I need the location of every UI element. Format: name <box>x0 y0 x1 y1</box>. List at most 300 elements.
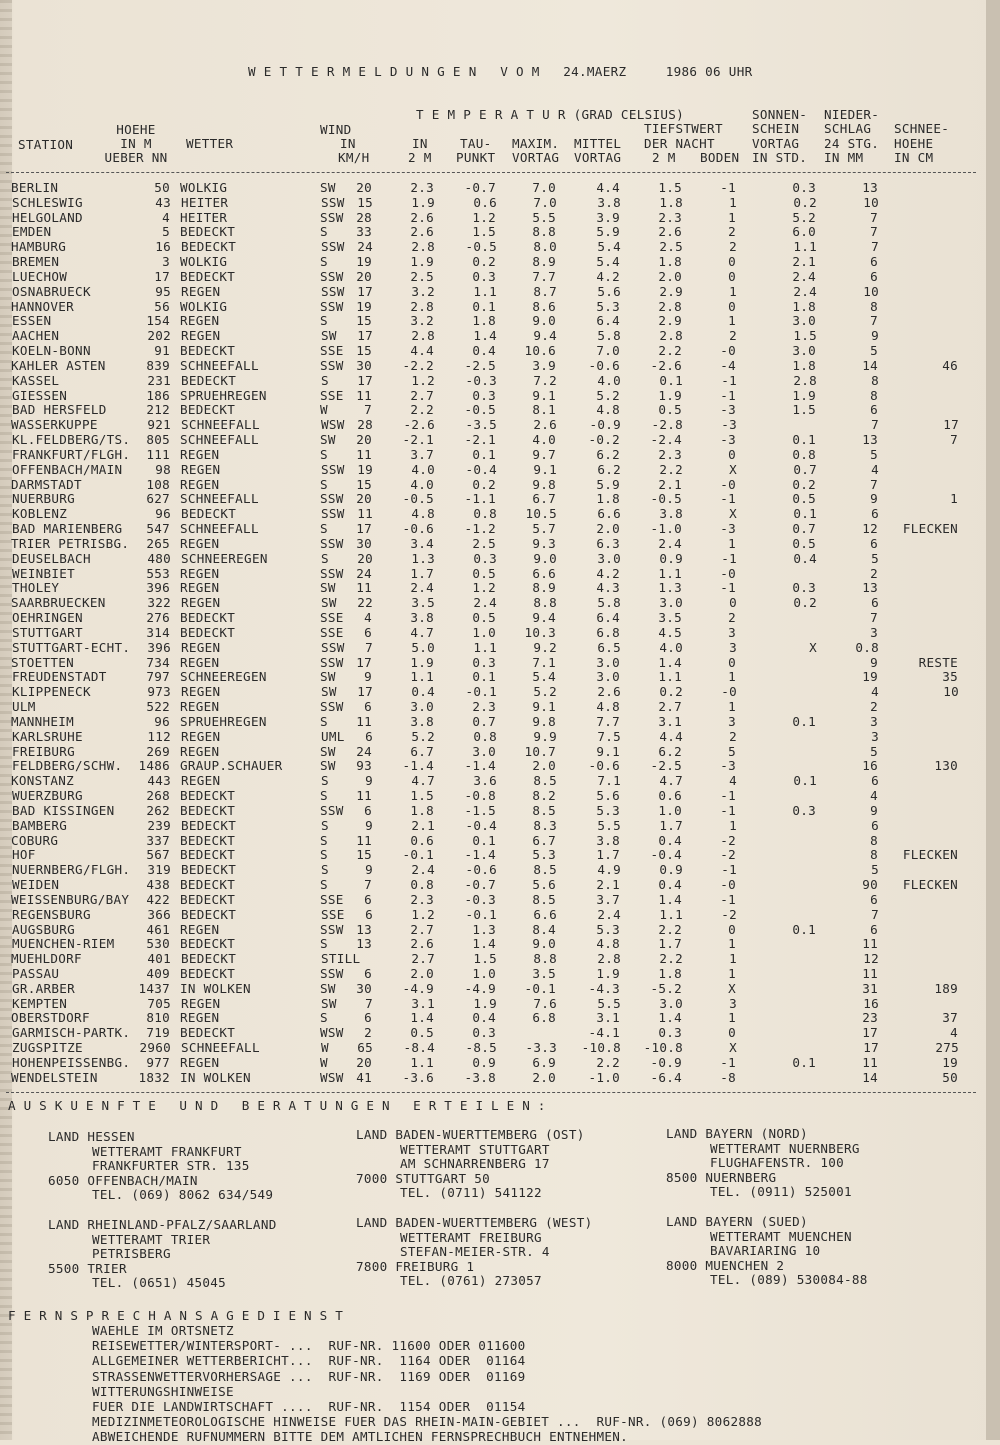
station-taupunkt: 0.5 <box>472 610 496 626</box>
station-wind-dir: SSE <box>320 624 344 640</box>
station-wind-speed: 20 <box>356 491 372 507</box>
station-taupunkt: 0.3 <box>473 550 497 566</box>
station-hoehe: 56 <box>154 298 170 314</box>
station-temp-2m: 3.8 <box>410 610 434 626</box>
station-mittel: 3.1 <box>596 1010 620 1026</box>
station-wind-speed: 7 <box>364 402 372 418</box>
station-name: DEUSELBACH <box>12 550 91 566</box>
station-taupunkt: 2.5 <box>472 535 496 551</box>
phone-service-line: WAEHLE IM ORTSNETZ <box>92 1323 234 1338</box>
address-line: WETTERAMT FREIBURG <box>400 1229 542 1245</box>
station-niederschlag: 17 <box>863 1040 879 1056</box>
station-hoehe: 322 <box>147 595 171 611</box>
station-tiefst-boden: 3 <box>728 713 736 729</box>
address-line: LAND RHEINLAND-PFALZ/SAARLAND <box>48 1217 277 1232</box>
station-temp-2m: 3.7 <box>410 446 434 462</box>
station-max: 8.3 <box>533 817 557 833</box>
station-temp-2m: 1.1 <box>410 1054 434 1070</box>
station-tiefst-2m: -0.5 <box>650 491 682 507</box>
station-wind-dir: S <box>320 446 328 462</box>
station-mittel: 5.6 <box>596 788 620 804</box>
station-wind-speed: 20 <box>357 550 373 566</box>
station-taupunkt: 0.1 <box>472 298 496 314</box>
station-name: HANNOVER <box>11 298 75 314</box>
station-wind-dir: SW <box>321 684 337 700</box>
station-taupunkt: 0.1 <box>472 669 496 685</box>
station-taupunkt: -0.4 <box>465 461 497 477</box>
address-line: TEL. (0711) 541122 <box>400 1185 542 1201</box>
station-hoehe: 396 <box>146 580 170 596</box>
station-tiefst-boden: 1 <box>728 313 736 329</box>
station-tiefst-2m: 2.6 <box>658 224 682 240</box>
station-wind-dir: SW <box>320 180 336 195</box>
station-wind-speed: 11 <box>357 506 373 522</box>
station-max: 9.2 <box>533 639 557 655</box>
station-wetter: SCHNEEFALL <box>180 432 259 448</box>
station-max: 6.6 <box>533 906 557 922</box>
header-schnee-1: SCHNEE- <box>894 121 950 136</box>
station-wetter: BEDECKT <box>180 877 236 892</box>
station-tiefst-2m: 1.1 <box>658 669 682 685</box>
station-name: ESSEN <box>12 313 52 329</box>
station-niederschlag: 7 <box>870 610 878 626</box>
header-nieder-1: NIEDER- <box>824 107 880 122</box>
station-wind-speed: 6 <box>364 1010 372 1026</box>
station-taupunkt: 3.0 <box>472 743 496 759</box>
station-max: 9.1 <box>532 699 556 715</box>
station-mittel: 4.8 <box>596 699 620 715</box>
station-wind-dir: S <box>320 713 328 729</box>
station-taupunkt: 1.4 <box>473 328 497 344</box>
station-wetter: REGEN <box>180 1054 220 1070</box>
station-tiefst-2m: 2.7 <box>658 699 682 715</box>
station-tiefst-2m: 2.9 <box>658 313 682 329</box>
station-temp-2m: 2.6 <box>410 209 434 225</box>
station-sonne: 5.2 <box>792 209 816 225</box>
station-wind-dir: S <box>320 788 328 804</box>
station-temp-2m: -2.1 <box>402 432 434 448</box>
station-max: 8.1 <box>532 402 556 418</box>
address-line: WETTERAMT FRANKFURT <box>92 1143 242 1159</box>
station-taupunkt: -1.4 <box>464 758 496 774</box>
station-wetter: HEITER <box>181 194 229 210</box>
station-mittel: 3.0 <box>596 669 620 685</box>
station-name: KOBLENZ <box>12 506 68 522</box>
station-niederschlag: 12 <box>863 951 879 967</box>
station-wind-dir: S <box>320 476 328 492</box>
station-wind-dir: S <box>321 550 329 566</box>
station-taupunkt: -0.3 <box>465 372 497 388</box>
station-tiefst-boden: -0 <box>720 476 736 492</box>
station-max: 9.8 <box>532 713 556 729</box>
station-wind-speed: 6 <box>364 699 372 715</box>
station-sonne: 0.7 <box>792 521 816 537</box>
station-mittel: 4.3 <box>596 580 620 596</box>
station-max: 5.5 <box>532 209 556 225</box>
station-tiefst-2m: 4.4 <box>659 728 683 744</box>
station-tiefst-2m: -2.6 <box>650 357 682 373</box>
station-hoehe: 108 <box>146 476 170 492</box>
station-tiefst-boden: -0 <box>720 877 736 892</box>
station-wind-dir: SW <box>320 743 336 759</box>
station-temp-2m: 3.2 <box>410 313 434 329</box>
station-sonne: 0.1 <box>792 432 816 448</box>
station-wind-speed: 15 <box>356 313 372 329</box>
station-niederschlag: 19 <box>862 669 878 685</box>
station-niederschlag: 17 <box>862 1025 878 1041</box>
station-max: 5.3 <box>532 847 556 863</box>
station-tiefst-2m: 2.1 <box>658 476 682 492</box>
station-niederschlag: 6 <box>870 268 878 284</box>
station-tiefst-boden: 1 <box>728 965 736 981</box>
station-max: 8.0 <box>533 239 557 255</box>
station-temp-2m: 2.3 <box>410 180 434 195</box>
station-niederschlag: 16 <box>862 758 878 774</box>
station-name: KOELN-BONN <box>12 343 91 359</box>
station-temp-2m: 1.7 <box>410 565 434 581</box>
station-name: GARMISCH-PARTK. <box>12 1025 131 1041</box>
address-line: 8000 MUENCHEN 2 <box>666 1257 785 1273</box>
address-line: WETTERAMT STUTTGART <box>400 1141 550 1157</box>
station-hoehe: 553 <box>146 565 170 581</box>
station-niederschlag: 9 <box>870 654 878 670</box>
station-hoehe: 16 <box>155 239 171 255</box>
station-wetter: BEDECKT <box>180 402 236 418</box>
station-taupunkt: 1.0 <box>472 965 496 981</box>
auskuenfte-heading: AUSKUENFTE UND BERATUNGEN ERTEILEN: <box>8 1098 554 1113</box>
phone-service-line: FUER DIE LANDWIRTSCHAFT .... RUF-NR. 1154 ODER 01154 <box>92 1399 526 1414</box>
station-niederschlag: 5 <box>871 550 879 566</box>
station-name: HELGOLAND <box>12 209 83 225</box>
station-wetter: BEDECKT <box>180 1025 236 1041</box>
station-mittel: 4.2 <box>596 565 620 581</box>
station-niederschlag: 6 <box>871 817 879 833</box>
address-line: AM SCHNARRENBERG 17 <box>400 1156 550 1172</box>
station-wind-dir: SSW <box>321 194 345 210</box>
station-wind-dir: S <box>320 521 328 537</box>
station-tiefst-boden: -1 <box>720 788 736 804</box>
station-taupunkt: 0.7 <box>472 713 496 729</box>
station-name: MUEHLDORF <box>11 951 82 967</box>
station-wetter: REGEN <box>180 535 220 551</box>
station-niederschlag: 6 <box>870 535 878 551</box>
station-wind-dir: S <box>320 313 328 329</box>
station-temp-2m: 2.6 <box>410 936 434 952</box>
station-taupunkt: -0.7 <box>464 877 496 892</box>
station-mittel: 6.6 <box>597 506 621 522</box>
station-hoehe: 2960 <box>139 1040 171 1056</box>
station-mittel: 1.7 <box>596 847 620 863</box>
page-edge <box>986 0 1000 1440</box>
station-taupunkt: 0.4 <box>472 343 496 359</box>
station-tiefst-boden: -2 <box>720 847 736 863</box>
station-wind-speed: 9 <box>365 817 373 833</box>
station-niederschlag: 9 <box>870 802 878 818</box>
station-wind-speed: 17 <box>357 283 373 299</box>
station-niederschlag: 2 <box>870 699 878 715</box>
station-sonne: 0.7 <box>793 461 817 477</box>
station-wetter: REGEN <box>181 995 221 1011</box>
station-wind-dir: SSW <box>320 535 344 551</box>
station-mittel: 3.8 <box>596 832 620 848</box>
header-hoehe-3: UEBER NN <box>104 150 168 165</box>
station-wetter: BEDECKT <box>180 343 236 359</box>
station-wind-speed: 9 <box>365 862 373 878</box>
station-max: 9.1 <box>533 461 557 477</box>
station-tiefst-boden: -1 <box>720 580 736 596</box>
station-wind-dir: SSW <box>320 491 344 507</box>
station-wind-speed: 24 <box>357 239 373 255</box>
station-tiefst-boden: 1 <box>729 194 737 210</box>
station-tiefst-2m: 2.8 <box>659 328 683 344</box>
station-niederschlag: 7 <box>870 209 878 225</box>
address-line: WETTERAMT MUENCHEN <box>710 1228 852 1244</box>
station-tiefst-boden: -8 <box>720 1069 736 1085</box>
station-mittel: 1.9 <box>596 965 620 981</box>
station-mittel: 3.7 <box>596 891 620 907</box>
station-tiefst-2m: 2.4 <box>658 535 682 551</box>
station-max: 9.4 <box>533 328 557 344</box>
station-mittel: 4.9 <box>597 862 621 878</box>
station-hoehe: 3 <box>162 254 170 270</box>
address-line: LAND BAYERN (SUED) <box>666 1214 808 1229</box>
station-wind-dir: SW <box>320 669 336 685</box>
station-temp-2m: 3.8 <box>410 713 434 729</box>
address-line: PETRISBERG <box>92 1246 171 1262</box>
station-hoehe: 96 <box>155 506 171 522</box>
station-tiefst-boden: -1 <box>721 550 737 566</box>
station-hoehe: 422 <box>146 891 170 907</box>
station-sonne: 0.3 <box>792 580 816 596</box>
station-tiefst-2m: -2.8 <box>651 417 683 433</box>
station-max: 7.7 <box>532 268 556 284</box>
station-schnee: FLECKEN <box>902 521 958 537</box>
station-wetter: BEDECKT <box>180 788 236 804</box>
station-tiefst-boden: 0 <box>728 298 736 314</box>
station-wind-dir: UML <box>321 728 345 744</box>
station-name: STUTTGART-ECHT. <box>12 639 131 655</box>
station-wind-dir: SSW <box>320 298 344 314</box>
station-name: GIESSEN <box>12 387 68 403</box>
station-niederschlag: 6 <box>870 921 878 937</box>
station-name: MUENCHEN-RIEM <box>12 936 115 952</box>
station-max: -0.1 <box>524 980 556 996</box>
station-wind-dir: S <box>321 773 329 789</box>
station-taupunkt: 0.2 <box>472 254 496 270</box>
station-name: BAD MARIENBERG <box>12 521 123 537</box>
station-temp-2m: 4.4 <box>410 343 434 359</box>
station-tiefst-boden: 0 <box>728 268 736 284</box>
station-temp-2m: 2.7 <box>410 921 434 937</box>
station-temp-2m: 3.1 <box>411 995 435 1011</box>
station-taupunkt: -3.5 <box>465 417 497 433</box>
station-sonne: 2.1 <box>792 254 816 270</box>
station-wetter: BEDECKT <box>180 802 236 818</box>
address-line: TEL. (0651) 45045 <box>92 1275 226 1291</box>
header-station: STATION <box>18 137 74 152</box>
station-taupunkt: 0.5 <box>472 565 496 581</box>
station-tiefst-2m: 1.3 <box>658 580 682 596</box>
header-schnee-2: HOEHE <box>894 136 934 151</box>
station-hoehe: 547 <box>146 521 170 537</box>
station-wetter: REGEN <box>181 328 221 344</box>
station-wetter: BEDECKT <box>180 832 236 848</box>
station-tiefst-2m: 1.1 <box>658 565 682 581</box>
station-wind-dir: WSW <box>321 417 345 433</box>
station-tiefst-2m: 2.2 <box>659 951 683 967</box>
station-taupunkt: -1.2 <box>464 521 496 537</box>
station-niederschlag: 90 <box>862 877 878 892</box>
station-mittel: 5.9 <box>596 476 620 492</box>
station-wind-dir: SSW <box>320 357 344 373</box>
station-max: 6.8 <box>532 1010 556 1026</box>
station-sonne: 1.8 <box>792 298 816 314</box>
station-wind-speed: 19 <box>357 461 373 477</box>
station-mittel: 7.0 <box>596 343 620 359</box>
station-niederschlag: 6 <box>871 506 879 522</box>
station-sonne: 0.1 <box>792 921 816 937</box>
station-name: EMDEN <box>12 224 52 240</box>
station-mittel: 5.8 <box>597 595 621 611</box>
header-in2m-2: 2 M <box>408 150 432 165</box>
station-name: LUECHOW <box>12 268 68 284</box>
station-tiefst-2m: 0.9 <box>659 862 683 878</box>
station-mittel: 5.4 <box>597 239 621 255</box>
station-wind-dir: SSE <box>320 891 344 907</box>
header-sonne-2: SCHEIN <box>752 121 800 136</box>
station-wind-speed: 7 <box>365 995 373 1011</box>
station-name: HOHENPEISSENBG. <box>12 1054 131 1070</box>
station-wind-speed: 20 <box>356 432 372 448</box>
station-wind-speed: 17 <box>356 654 372 670</box>
station-mittel: 3.0 <box>596 654 620 670</box>
station-hoehe: 43 <box>155 194 171 210</box>
station-max: 8.8 <box>533 595 557 611</box>
station-temp-2m: -1.4 <box>402 758 434 774</box>
station-temp-2m: 2.3 <box>410 891 434 907</box>
station-tiefst-2m: 1.1 <box>659 906 683 922</box>
station-wind-dir: SSW <box>320 921 344 937</box>
station-niederschlag: 31 <box>862 980 878 996</box>
station-schnee: 37 <box>942 1010 958 1026</box>
station-wind-dir: SSW <box>321 461 345 477</box>
station-name: KARLSRUHE <box>12 728 83 744</box>
header-wetter: WETTER <box>186 136 234 151</box>
station-tiefst-2m: 2.9 <box>659 283 683 299</box>
station-wind-speed: 9 <box>365 773 373 789</box>
address-line: STEFAN-MEIER-STR. 4 <box>400 1244 550 1260</box>
station-max: 2.0 <box>532 758 556 774</box>
station-niederschlag: 9 <box>871 328 879 344</box>
station-temp-2m: 2.8 <box>411 328 435 344</box>
address-line: 7000 STUTTGART 50 <box>356 1170 490 1186</box>
station-wetter: BEDECKT <box>181 506 237 522</box>
station-temp-2m: 4.7 <box>410 624 434 640</box>
station-tiefst-2m: -6.4 <box>650 1069 682 1085</box>
station-temp-2m: 1.9 <box>411 194 435 210</box>
station-wetter: SPRUEHREGEN <box>180 387 267 403</box>
station-sonne: 0.1 <box>793 773 817 789</box>
station-tiefst-2m: -10.8 <box>643 1040 683 1056</box>
station-tiefst-2m: 1.7 <box>659 817 683 833</box>
station-wetter: BEDECKT <box>180 624 236 640</box>
header-divider <box>6 172 976 173</box>
station-temp-2m: 0.5 <box>410 1025 434 1041</box>
station-mittel: 3.0 <box>597 550 621 566</box>
station-max: 8.9 <box>532 254 556 270</box>
station-taupunkt: -0.6 <box>465 862 497 878</box>
station-mittel: 2.8 <box>597 951 621 967</box>
station-tiefst-2m: 1.9 <box>658 387 682 403</box>
station-tiefst-boden: -2 <box>720 832 736 848</box>
station-wind-dir: SSW <box>320 654 344 670</box>
station-wind-dir: SSE <box>320 610 344 626</box>
station-niederschlag: 7 <box>871 239 879 255</box>
station-wind-speed: 22 <box>357 595 373 611</box>
header-taupunkt-2: PUNKT <box>456 150 496 165</box>
station-max: 6.9 <box>532 1054 556 1070</box>
station-max: 8.5 <box>533 773 557 789</box>
station-sonne: 0.1 <box>792 713 816 729</box>
station-max: 10.7 <box>524 743 556 759</box>
station-wetter: REGEN <box>180 921 220 937</box>
station-name: SAARBRUECKEN <box>11 595 106 611</box>
station-niederschlag: 5 <box>870 343 878 359</box>
station-niederschlag: 4 <box>870 788 878 804</box>
station-sonne: 0.3 <box>792 802 816 818</box>
station-niederschlag: 23 <box>862 1010 878 1026</box>
station-name: HOF <box>12 847 36 863</box>
station-sonne: 0.4 <box>793 550 817 566</box>
station-taupunkt: 1.4 <box>472 936 496 952</box>
station-hoehe: 461 <box>146 921 170 937</box>
station-hoehe: 627 <box>146 491 170 507</box>
station-temp-2m: 4.0 <box>411 461 435 477</box>
station-sonne: 1.1 <box>793 239 817 255</box>
station-schnee: 4 <box>950 1025 958 1041</box>
station-wind-dir: S <box>320 254 328 270</box>
station-wetter: BEDECKT <box>181 862 237 878</box>
station-name: NUERBURG <box>12 491 76 507</box>
station-wind-dir: WSW <box>320 1069 344 1085</box>
station-wind-dir: SSE <box>321 906 345 922</box>
header-maxim-1: MAXIM. <box>512 136 560 151</box>
station-wind-speed: 13 <box>356 921 372 937</box>
station-hoehe: 1437 <box>138 980 170 996</box>
station-niederschlag: 8 <box>870 387 878 403</box>
station-taupunkt: 1.1 <box>473 639 497 655</box>
station-name: WEISSENBURG/BAY <box>11 891 130 907</box>
station-wetter: REGEN <box>181 595 221 611</box>
station-wind-speed: 41 <box>356 1069 372 1085</box>
station-schnee: 189 <box>934 980 958 996</box>
station-hoehe: 98 <box>155 461 171 477</box>
station-max: 10.3 <box>524 624 556 640</box>
header-maxim-2: VORTAG <box>512 150 560 165</box>
station-niederschlag: 16 <box>863 995 879 1011</box>
station-tiefst-2m: -5.2 <box>650 980 682 996</box>
station-temp-2m: 1.4 <box>410 1010 434 1026</box>
station-temp-2m: 1.9 <box>410 654 434 670</box>
station-tiefst-boden: -1 <box>720 387 736 403</box>
station-niederschlag: 8 <box>871 372 879 388</box>
station-niederschlag: 3 <box>870 713 878 729</box>
address-line: WETTERAMT TRIER <box>92 1231 211 1247</box>
station-taupunkt: -0.8 <box>464 788 496 804</box>
station-niederschlag: 7 <box>870 476 878 492</box>
station-tiefst-boden: 1 <box>729 951 737 967</box>
station-tiefst-2m: -2.4 <box>650 432 682 448</box>
